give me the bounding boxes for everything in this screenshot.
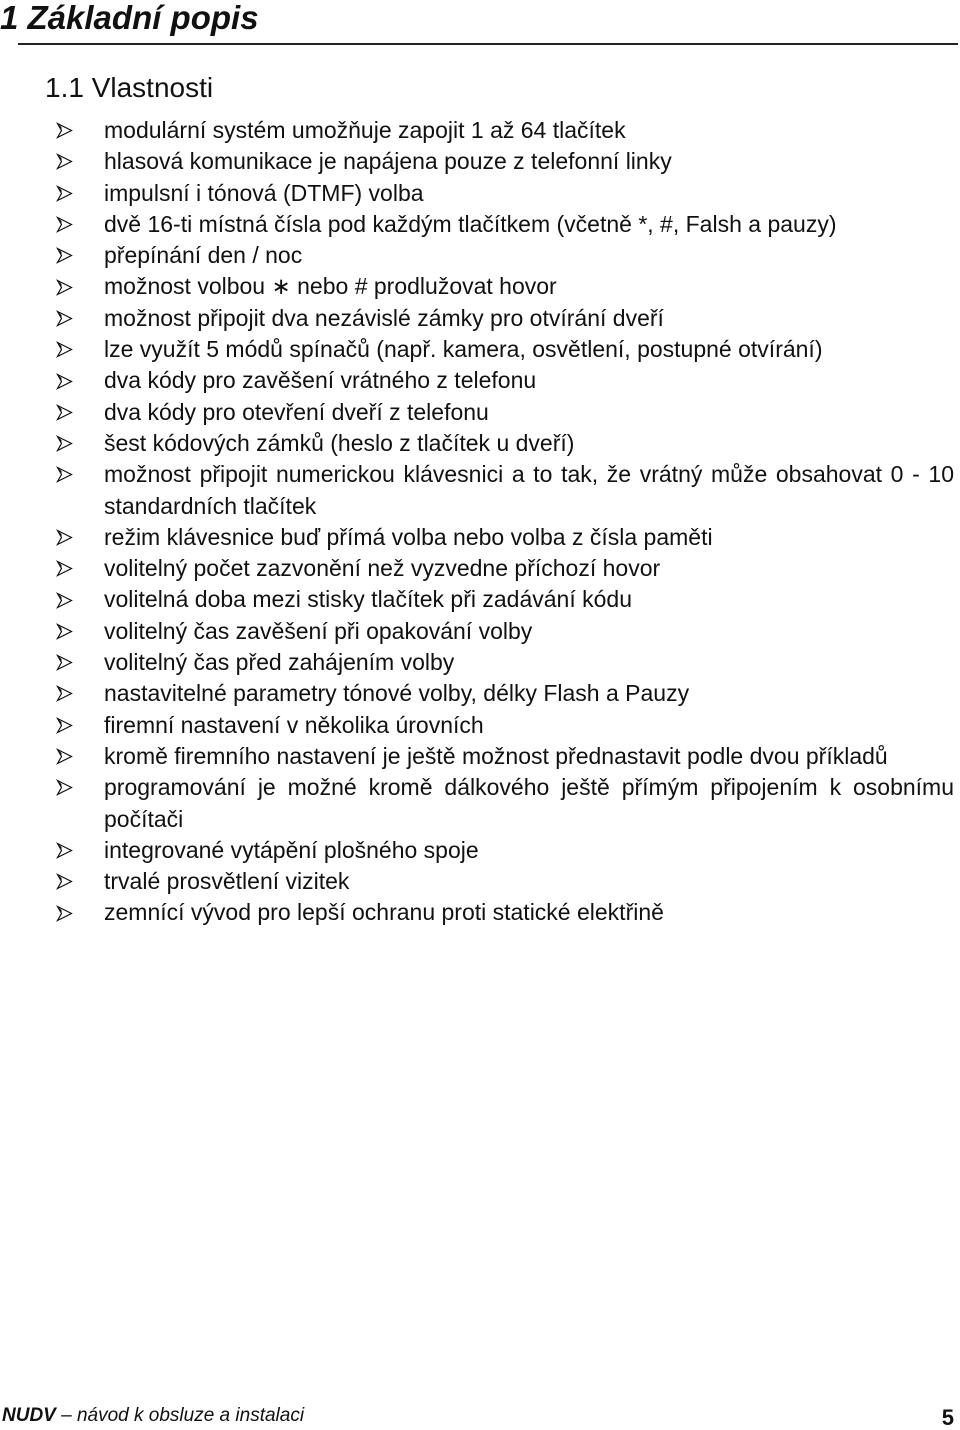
arrowhead-bullet-icon [56, 365, 104, 396]
feature-text: zemnící vývod pro lepší ochranu proti statické elektřině [104, 899, 664, 926]
arrowhead-bullet-icon [56, 209, 104, 240]
arrowhead-bullet-icon [56, 522, 104, 553]
feature-text: volitelný počet zazvonění než vyzvedne příchozí hovor [104, 555, 661, 582]
feature-item [56, 428, 954, 459]
feature-item [56, 584, 954, 615]
feature-text: hlasová komunikace je napájena pouze z telefonní linky [104, 148, 672, 175]
arrowhead-bullet-icon [56, 866, 104, 897]
feature-text: dva kódy pro zavěšení vrátného z telefonu [104, 367, 537, 394]
footer-separator: – [55, 1405, 77, 1426]
arrowhead-bullet-icon [56, 897, 104, 928]
feature-text: programování je možné kromě dálkového ještě přímým připojením k osobnímu počítači [104, 774, 954, 832]
feature-text: režim klávesnice buď přímá volba nebo volba z čísla paměti [104, 523, 713, 550]
arrowhead-bullet-icon [56, 616, 104, 647]
feature-item [56, 115, 954, 146]
footer-title [2, 1404, 304, 1428]
feature-item [56, 741, 954, 772]
feature-item [56, 334, 954, 365]
arrowhead-bullet-icon [56, 741, 104, 772]
chapter-divider [18, 43, 958, 45]
feature-item [56, 897, 954, 928]
arrowhead-bullet-icon [56, 178, 104, 209]
arrowhead-bullet-icon [56, 459, 104, 490]
feature-item [56, 772, 954, 835]
feature-item [56, 365, 954, 396]
feature-list [56, 115, 954, 929]
chapter-title: 1 Základní popis [0, 0, 259, 36]
feature-item [56, 271, 954, 302]
feature-text: impulsní i tónová (DTMF) volba [104, 179, 424, 206]
feature-text: volitelný čas před zahájením volby [104, 649, 455, 676]
feature-text: šest kódových zámků (heslo z tlačítek u dveří) [104, 429, 575, 456]
arrowhead-bullet-icon [56, 678, 104, 709]
arrowhead-bullet-icon [56, 240, 104, 271]
feature-text: integrované vytápění plošného spoje [104, 836, 479, 863]
feature-item [56, 209, 954, 240]
arrowhead-bullet-icon [56, 334, 104, 365]
arrowhead-bullet-icon [56, 584, 104, 615]
feature-item [56, 240, 954, 271]
section-title: 1.1 Vlastnosti [45, 72, 214, 103]
feature-item [56, 522, 954, 553]
feature-text: volitelný čas zavěšení při opakování volby [104, 617, 533, 644]
feature-text: lze využít 5 módů spínačů (např. kamera, osvětlení, postupné otvírání) [104, 336, 823, 363]
arrowhead-bullet-icon [56, 553, 104, 584]
feature-text: kromě firemního nastavení je ještě možnost přednastavit podle dvou příkladů [104, 742, 888, 769]
feature-item [56, 616, 954, 647]
feature-text: možnost volbou ∗ nebo # prodlužovat hovor [104, 273, 557, 300]
feature-text: možnost připojit dva nezávislé zámky pro otvírání dveří [104, 304, 664, 331]
feature-text: firemní nastavení v několika úrovních [104, 711, 484, 738]
feature-text: modulární systém umožňuje zapojit 1 až 64 tlačítek [104, 117, 626, 143]
arrowhead-bullet-icon [56, 710, 104, 741]
footer-subtitle: návod k obsluze a instalaci [76, 1405, 305, 1426]
arrowhead-bullet-icon [56, 397, 104, 428]
arrowhead-bullet-icon [56, 115, 104, 146]
arrowhead-bullet-icon [56, 146, 104, 177]
feature-item [56, 553, 954, 584]
arrowhead-bullet-icon [56, 835, 104, 866]
feature-text: trvalé prosvětlení vizitek [104, 868, 350, 895]
feature-item [56, 866, 954, 897]
feature-item [56, 459, 954, 522]
feature-item [56, 678, 954, 709]
feature-text: volitelná doba mezi stisky tlačítek při zadávání kódu [104, 586, 632, 613]
feature-item [56, 178, 954, 209]
arrowhead-bullet-icon [56, 271, 104, 302]
feature-item [56, 397, 954, 428]
arrowhead-bullet-icon [56, 303, 104, 334]
page-number: 5 [941, 1405, 954, 1430]
feature-item [56, 835, 954, 866]
feature-text: možnost připojit numerickou klávesnici a to tak, že vrátný může obsahovat 0 - 10 standardních tlačítek [104, 461, 954, 519]
feature-text: dvě 16-ti místná čísla pod každým tlačítkem (včetně *, #, Falsh a pauzy) [104, 210, 837, 237]
arrowhead-bullet-icon [56, 428, 104, 459]
footer-brand: NUDV [2, 1405, 56, 1426]
feature-item [56, 710, 954, 741]
feature-item [56, 146, 954, 177]
feature-text: přepínání den / noc [104, 242, 303, 269]
feature-item [56, 647, 954, 678]
feature-item [56, 303, 954, 334]
arrowhead-bullet-icon [56, 772, 104, 803]
arrowhead-bullet-icon [56, 647, 104, 678]
feature-text: dva kódy pro otevření dveří z telefonu [104, 398, 489, 425]
feature-text: nastavitelné parametry tónové volby, délky Flash a Pauzy [104, 680, 690, 707]
